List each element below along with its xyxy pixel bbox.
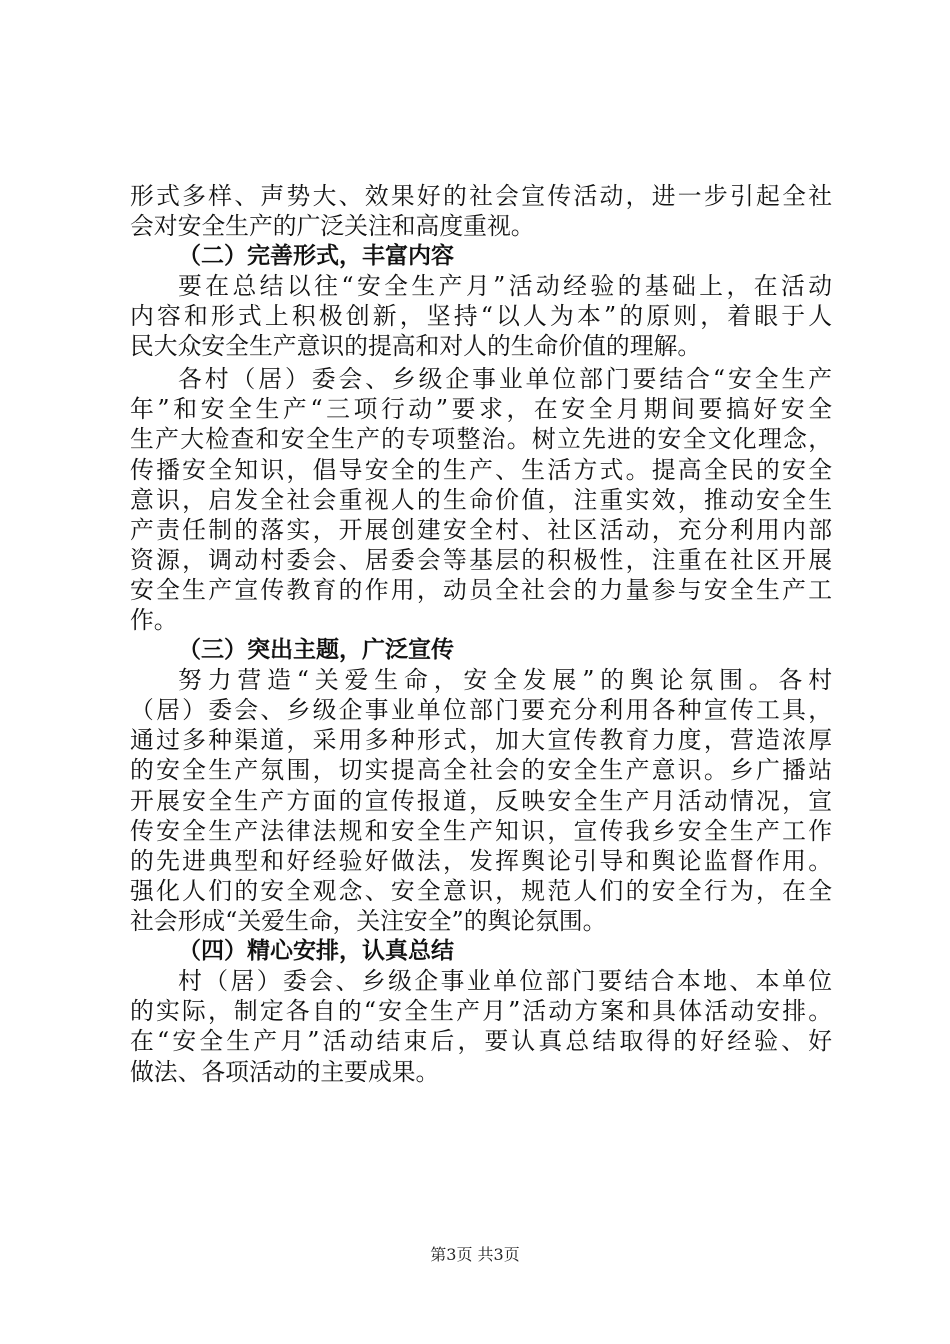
body-line: 努力营造“关爱生命，安全发展”的舆论氛围。各村	[178, 666, 832, 694]
body-line: 作。	[130, 606, 178, 634]
body-line: 安全生产宣传教育的作用，动员全社会的力量参与安全生产工	[130, 576, 832, 604]
body-line: 各村（居）委会、乡级企事业单位部门要结合“安全生产	[178, 365, 832, 393]
body-line: 民大众安全生产意识的提高和对人的生命价值的理解。	[130, 332, 702, 360]
section-heading: （三）突出主题，广泛宣传	[178, 637, 454, 663]
body-line: 村（居）委会、乡级企事业单位部门要结合本地、本单位	[178, 967, 832, 995]
section-heading: （四）精心安排，认真总结	[178, 938, 454, 964]
body-line: 产责任制的落实，开展创建安全村、社区活动，充分利用内部	[130, 516, 832, 544]
body-line: 的先进典型和好经验好做法，发挥舆论引导和舆论监督作用。	[130, 847, 832, 875]
section-heading: （二）完善形式，丰富内容	[178, 243, 454, 269]
body-line: 做法、各项活动的主要成果。	[130, 1058, 440, 1086]
body-line: 强化人们的安全观念、安全意识，规范人们的安全行为，在全	[130, 877, 832, 905]
body-line: 社会形成“关爱生命，关注安全”的舆论氛围。	[130, 907, 607, 935]
page-number-footer: 第3页 共3页	[430, 1245, 520, 1264]
body-line: 要在总结以往“安全生产月”活动经验的基础上，在活动	[178, 272, 832, 300]
body-line: 传安全生产法律法规和安全生产知识，宣传我乡安全生产工作	[130, 817, 832, 845]
body-line: 形式多样、声势大、效果好的社会宣传活动，进一步引起全社	[130, 182, 832, 210]
body-line: 内容和形式上积极创新，坚持“以人为本”的原则，着眼于人	[130, 302, 832, 330]
body-line: 开展安全生产方面的宣传报道，反映安全生产月活动情况，宣	[130, 787, 832, 815]
body-line: 年”和安全生产“三项行动”要求，在安全月期间要搞好安全	[130, 395, 832, 423]
body-line: 的实际，制定各自的“安全生产月”活动方案和具体活动安排。	[130, 997, 832, 1025]
body-line: 意识，启发全社会重视人的生命价值，注重实效，推动安全生	[130, 486, 832, 514]
body-line: 资源，调动村委会、居委会等基层的积极性，注重在社区开展	[130, 546, 832, 574]
body-line: 通过多种渠道，采用多种形式，加大宣传教育力度，营造浓厚	[130, 726, 832, 754]
body-line: 会对安全生产的广泛关注和高度重视。	[130, 212, 535, 240]
body-line: 在“安全生产月”活动结束后，要认真总结取得的好经验、好	[130, 1027, 832, 1055]
body-line: 生产大检查和安全生产的专项整治。树立先进的安全文化理念，	[130, 425, 832, 453]
body-line: （居）委会、乡级企事业单位部门要充分利用各种宣传工具，	[130, 696, 832, 724]
body-line: 传播安全知识，倡导安全的生产、生活方式。提高全民的安全	[130, 456, 832, 484]
body-line: 的安全生产氛围，切实提高全社会的安全生产意识。乡广播站	[130, 756, 832, 784]
